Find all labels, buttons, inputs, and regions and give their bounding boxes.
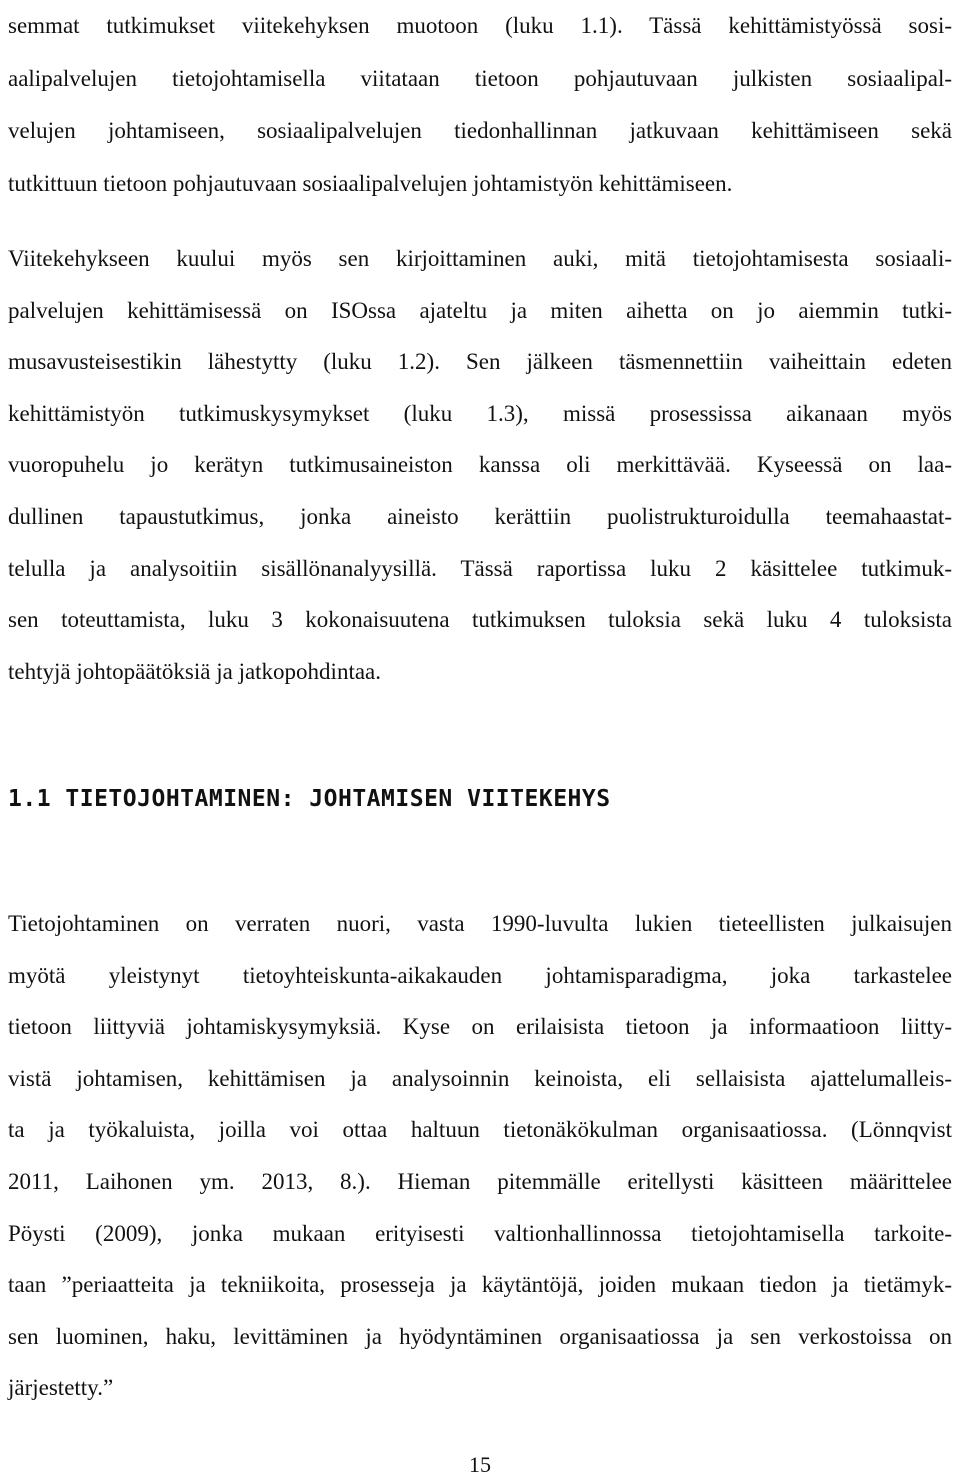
- text-line: tehtyjä johtopäätöksiä ja jatkopohdintaa.: [8, 658, 382, 684]
- text-line: kehittämistyön tutkimuskysymykset (luku 1.3), missä prosessissa aikanaan myös: [8, 400, 952, 426]
- text-line: sen toteuttamista, luku 3 kokonaisuutena tutkimuksen tuloksia sekä luku 4 tuloksista: [8, 607, 952, 633]
- text-line: 2011, Laihonen ym. 2013, 8.). Hieman pitemmälle eritellysti käsitteen määrittelee: [8, 1168, 952, 1194]
- text-line: musavusteisestikin lähestytty (luku 1.2). Sen jälkeen täsmennettiin vaiheittain edeten: [8, 349, 952, 375]
- text-line: velujen johtamiseen, sosiaalipalvelujen tiedonhallinnan jatkuvaan kehittämiseen sekä: [8, 118, 952, 143]
- text-line: vistä johtamisen, kehittämisen ja analysoinnin keinoista, eli sellaisista ajattelumalleis-: [8, 1065, 952, 1091]
- text-line: tutkittuun tietoon pohjautuvaan sosiaalipalvelujen johtamistyön kehittämiseen.: [8, 170, 733, 196]
- text-line: Tietojohtaminen on verraten nuori, vasta 1990-luvulta lukien tieteellisten julkaisujen: [8, 911, 952, 936]
- text-line: Pöysti (2009), jonka mukaan erityisesti valtionhallinnossa tietojohtamisella tarkoite-: [8, 1220, 952, 1246]
- text-line: vuoropuhelu jo kerätyn tutkimusaineiston kanssa oli merkittävää. Kyseessä on laa-: [8, 452, 952, 478]
- text-line: järjestetty.”: [8, 1375, 114, 1401]
- section-heading: 1.1 TIETOJOHTAMINEN: JOHTAMISEN VIITEKEHYS: [8, 786, 611, 812]
- text-line: semmat tutkimukset viitekehyksen muotoon (luku 1.1). Tässä kehittämistyössä sosi-: [8, 13, 952, 38]
- text-line: telulla ja analysoitiin sisällönanalyysillä. Tässä raportissa luku 2 käsittelee tutkimuk-: [8, 555, 952, 581]
- text-line: palvelujen kehittämisessä on ISOssa ajateltu ja miten aihetta on jo aiemmin tutki-: [8, 297, 952, 323]
- paragraph-intro: [8, 0, 952, 210]
- text-line: myötä yleistynyt tietoyhteiskunta-aikakauden johtamisparadigma, joka tarkastelee: [8, 962, 952, 988]
- text-line: sen luominen, haku, levittäminen ja hyödyntäminen organisaatiossa ja sen verkostoissa on: [8, 1323, 952, 1349]
- paragraph-section: [8, 898, 952, 1414]
- page-number: 15: [469, 1452, 491, 1477]
- paragraph-framework: [8, 233, 952, 697]
- text-line: aalipalvelujen tietojohtamisella viitataan tietoon pohjautuvaan julkisten sosiaalipal-: [8, 65, 952, 91]
- text-line: Viitekehykseen kuului myös sen kirjoittaminen auki, mitä tietojohtamisesta sosiaali-: [8, 246, 952, 271]
- text-line: dullinen tapaustutkimus, jonka aineisto kerättiin puolistrukturoidulla teemahaastat-: [8, 503, 952, 529]
- text-line: taan ”periaatteita ja tekniikoita, prosesseja ja käytäntöjä, joiden mukaan tiedon ja tietämyk-: [8, 1272, 952, 1298]
- text-line: ta ja työkaluista, joilla voi ottaa haltuun tietonäkökulman organisaatiossa. (Lönnqvist: [8, 1117, 952, 1143]
- text-line: tietoon liittyviä johtamiskysymyksiä. Kyse on erilaisista tietoon ja informaatioon liitty-: [8, 1014, 952, 1040]
